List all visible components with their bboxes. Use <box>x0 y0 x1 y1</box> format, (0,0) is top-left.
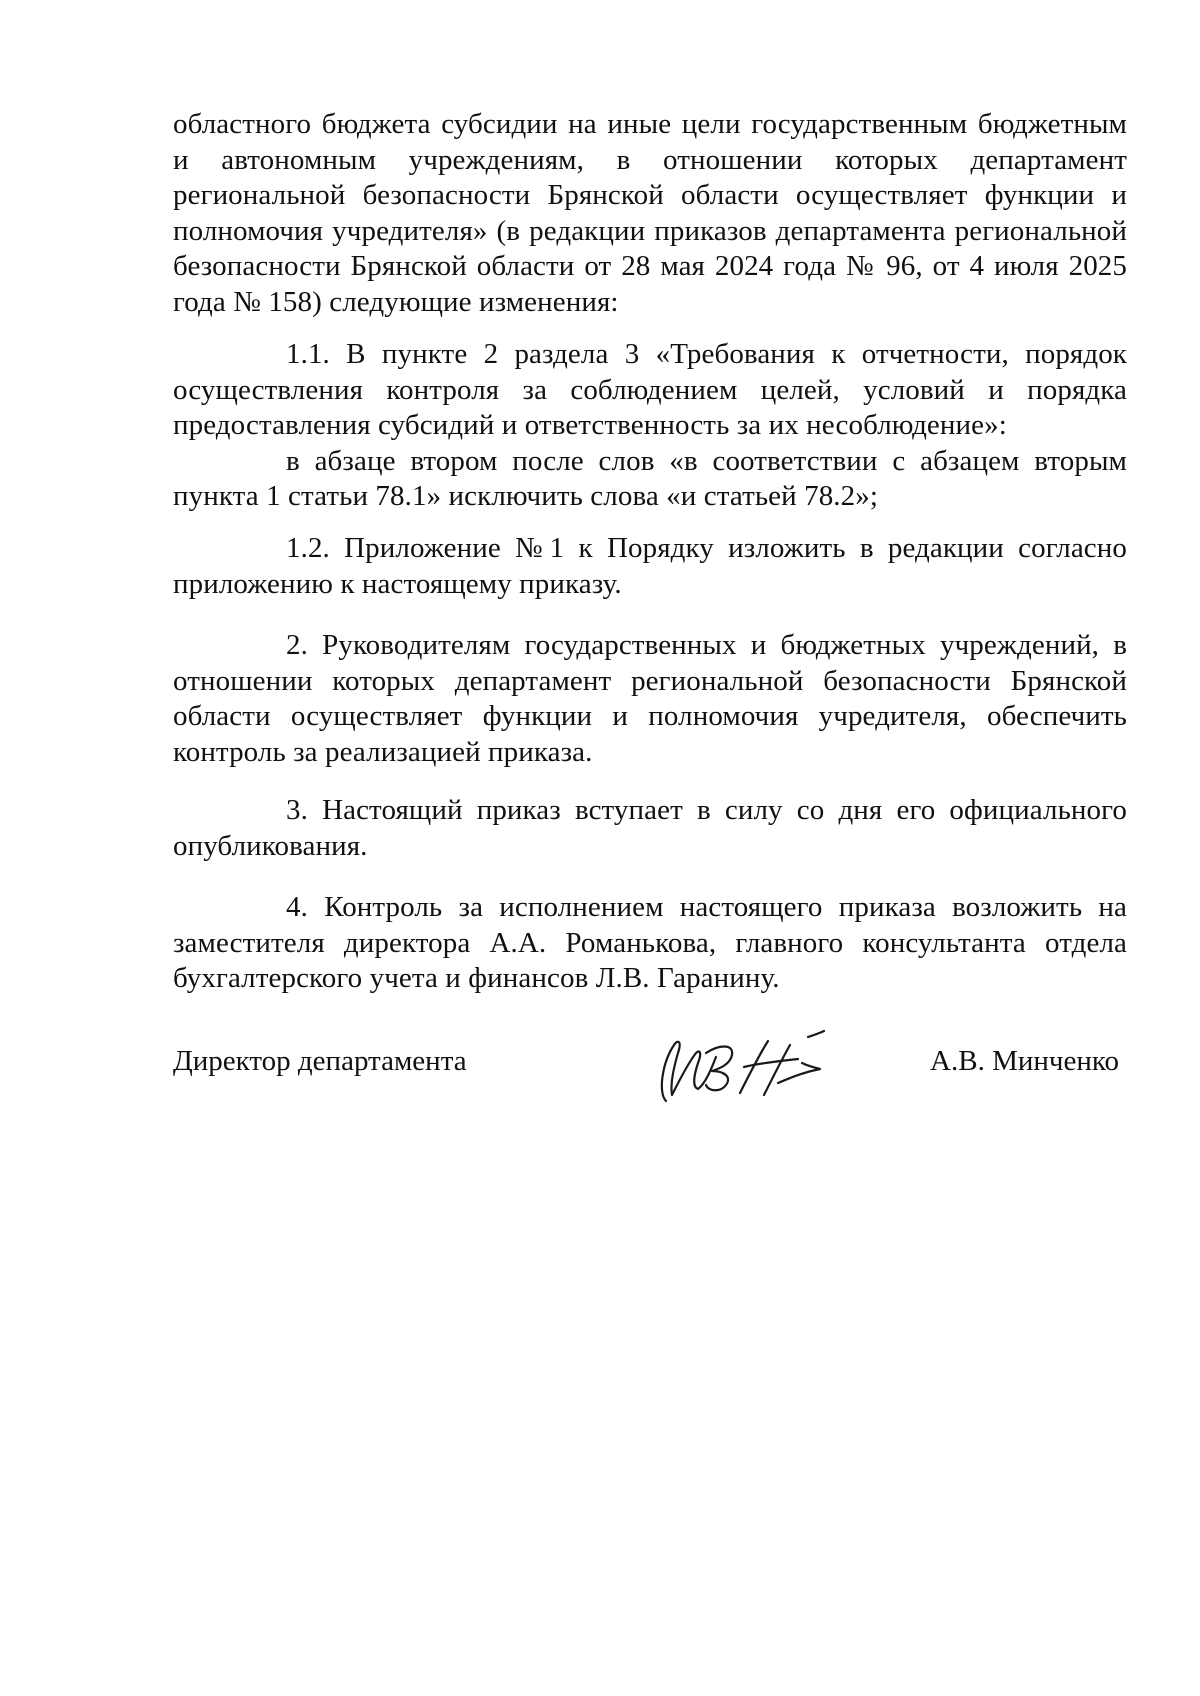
item-4-paragraph: 4. Контроль за исполнением настоящего приказа возложить на заместителя директора А.А. Романькова, главного консультанта отдела бухгалтерского учета и финансов Л.В. Гаранину. <box>173 891 1127 994</box>
signature-block <box>173 1045 1127 1125</box>
item-2-paragraph: 2. Руководителям государственных и бюджетных учреждений, в отношении которых департамент региональной безопасности Брянской области осуществляет функции и полномочия учредителя, обеспечить контроль за реализацией приказа. <box>173 629 1127 768</box>
item-1-2-paragraph: 1.2. Приложение №1 к Порядку изложить в редакции согласно приложению к настоящему приказу. <box>173 532 1127 600</box>
signatory-name: А.В. Минченко <box>930 1045 1119 1077</box>
handwritten-signature <box>648 1023 828 1113</box>
intro-paragraph: областного бюджета субсидии на иные цели государственным бюджетным и автономным учреждениям, в отношении которых департамент региональной безопасности Брянской области осуществляет функции и полномочия учредителя» (в редакции приказов департамента региональной безопасности Брянской области от 28 мая 2024 года № 96, от 4 июля 2025 года № 158) следующие изменения: <box>173 108 1127 318</box>
signatory-position: Директор департамента <box>173 1045 467 1077</box>
item-3-paragraph: 3. Настоящий приказ вступает в силу со дня его официального опубликования. <box>173 794 1127 862</box>
item-1-1-sub-paragraph: в абзаце втором после слов «в соответствии с абзацем вторым пункта 1 статьи 78.1» исключить слова «и статьей 78.2»; <box>173 444 1127 512</box>
item-1-1-block <box>173 337 1127 515</box>
item-1-1-paragraph: 1.1. В пункте 2 раздела 3 «Требования к отчетности, порядок осуществления контроля за соблюдением целей, условий и порядка предоставления субсидий и ответственность за их несоблюдение»: <box>173 338 1127 441</box>
